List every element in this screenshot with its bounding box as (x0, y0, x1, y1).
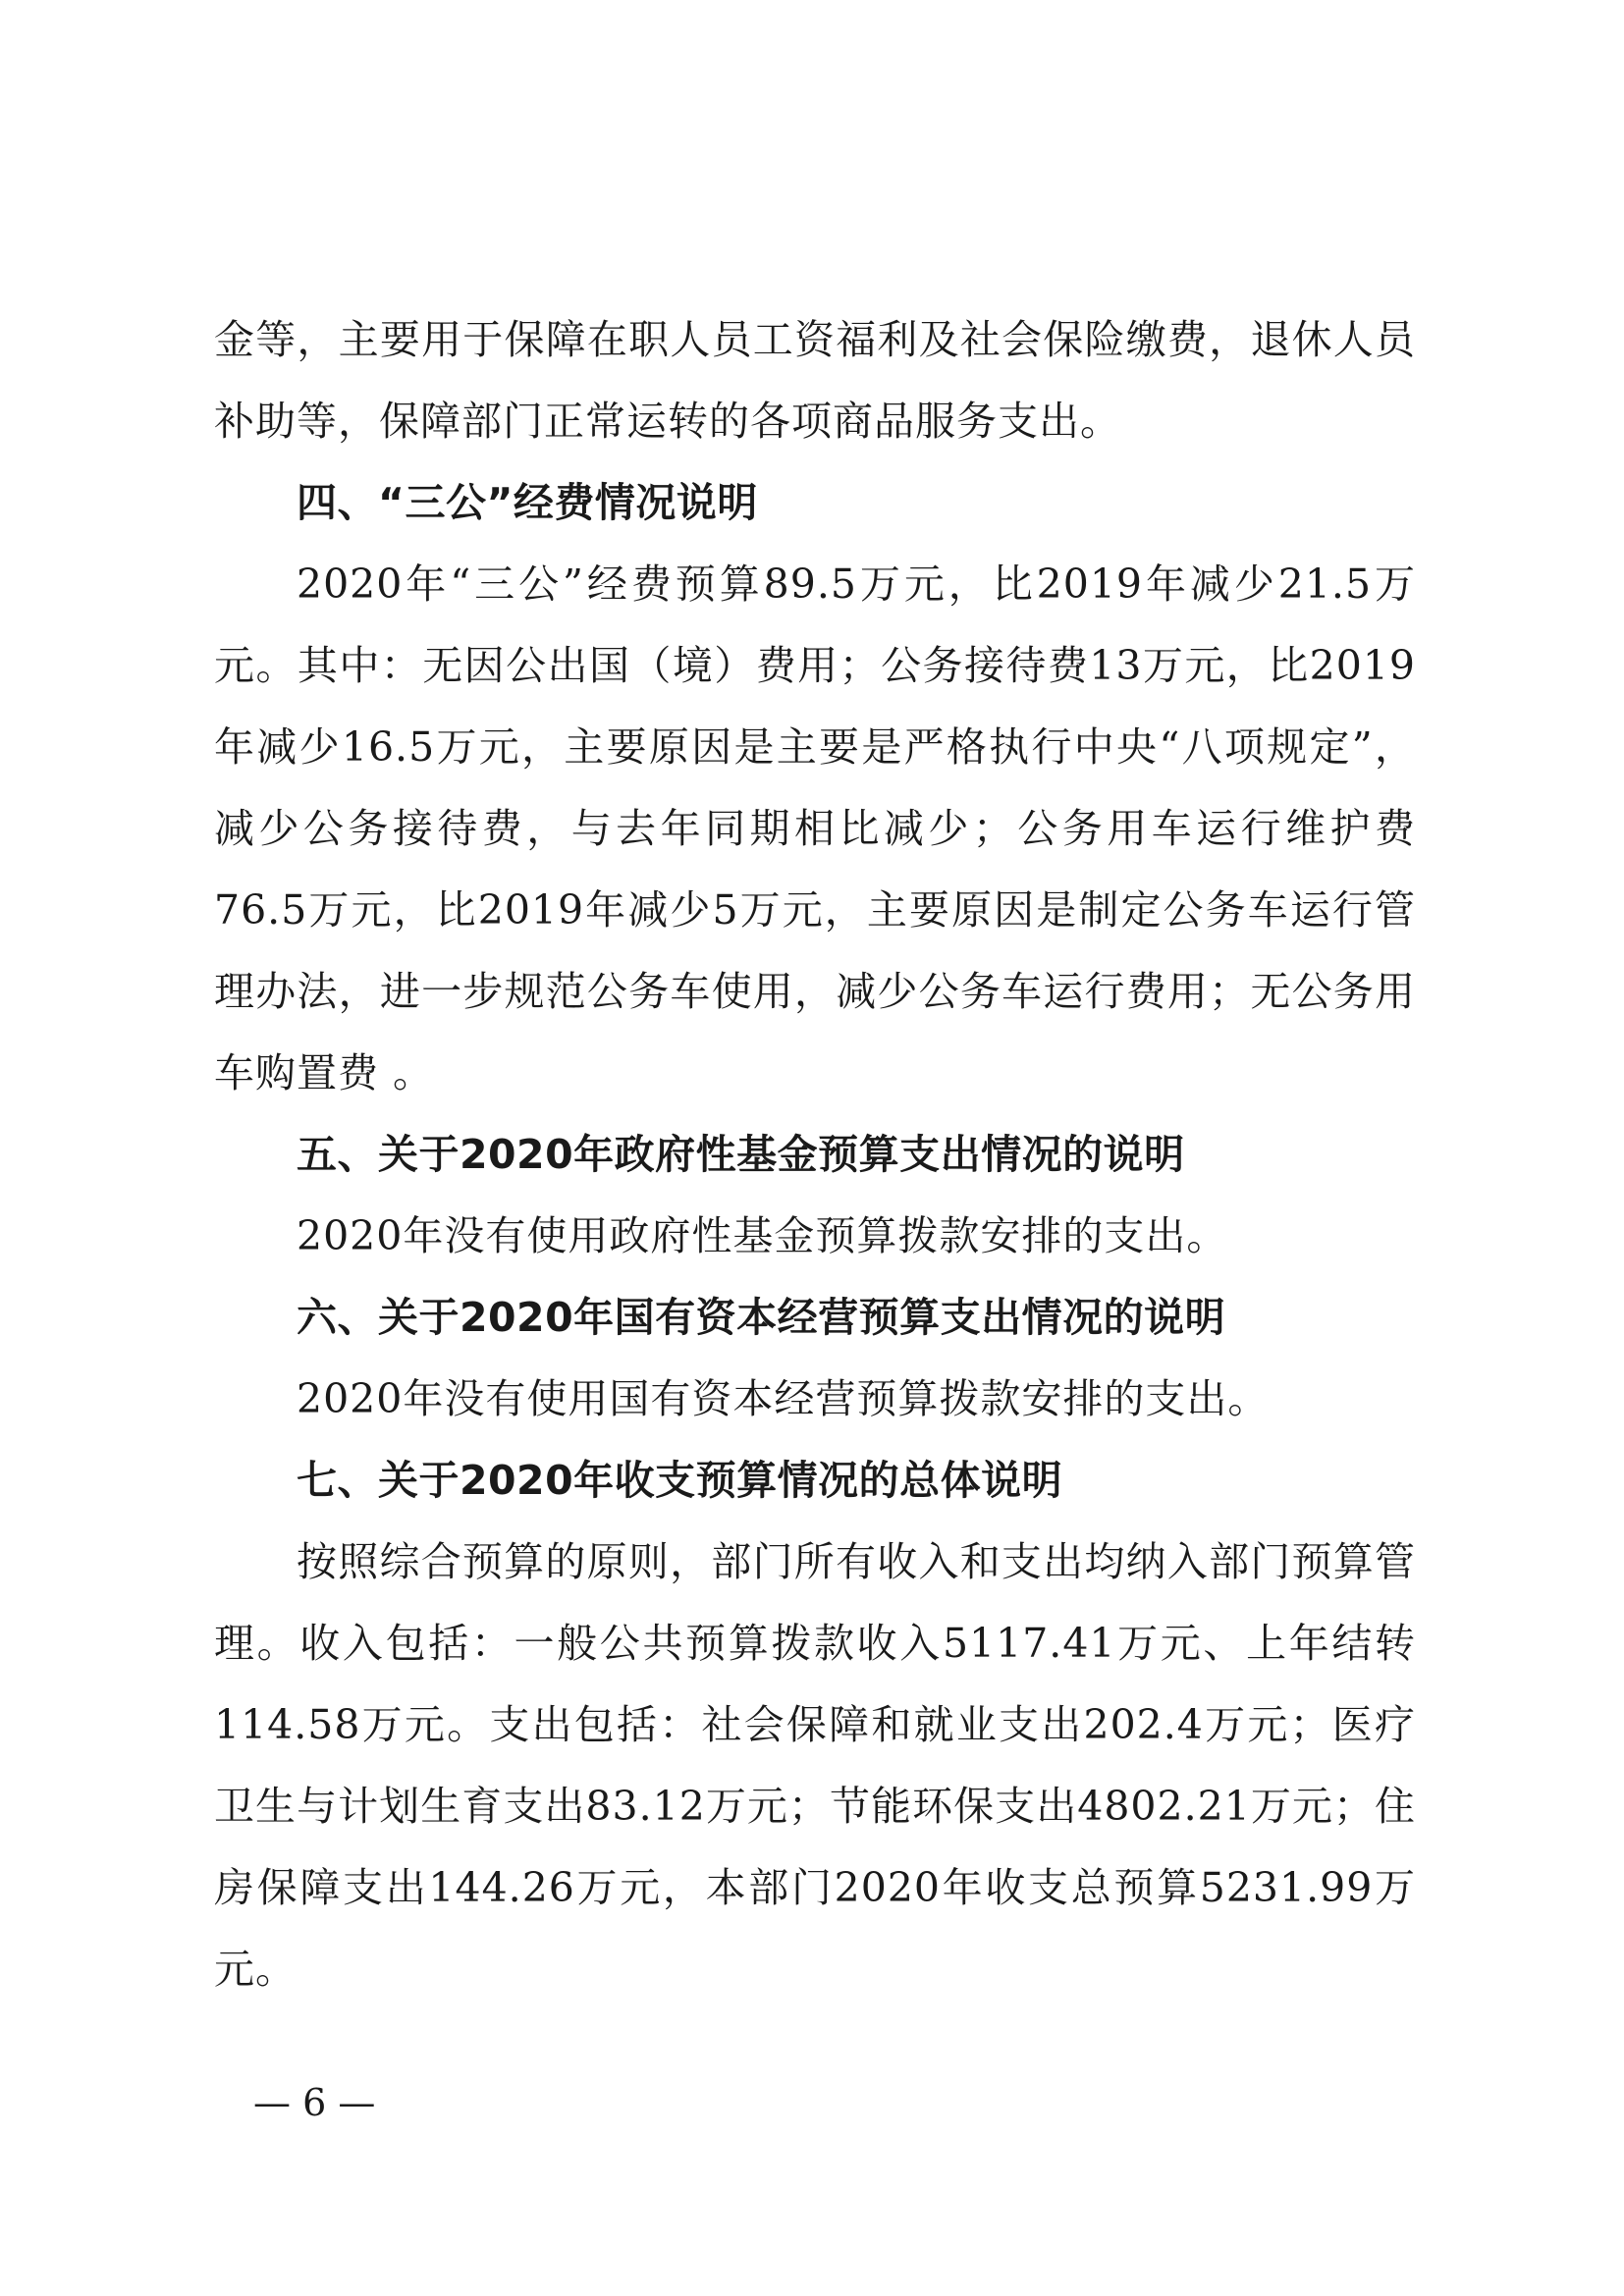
paragraph-overall-budget: 按照综合预算的原则，部门所有收入和支出均纳入部门预算管理。收入包括：一般公共预算拨款收入5117.41万元、上年结转114.58万元。支出包括：社会保障和就业支出202.4万元；医疗卫生与计划生育支出83.12万元；节能环保支出4802.21万元；住房保障支出144.26万元，本部门2020年收支总预算5231.99万元。 (214, 1538, 1416, 1993)
page-number: — 6 — (253, 2081, 376, 2124)
section-heading-5: 五、关于2020年政府性基金预算支出情况的说明 (297, 1131, 1185, 1178)
paragraph-three-public-expenses: 2020年“三公”经费预算89.5万元，比2019年减少21.5万元。其中：无因公出国（境）费用；公务接待费13万元，比2019年减少16.5万元，主要原因是主要是严格执行中央“八项规定”，减少公务接待费，与去年同期相比减少；公务用车运行维护费76.5万元，比2019年减少5万元，主要原因是制定公务车运行管理办法，进一步规范公务车使用，减少公务车运行费用；无公务用车购置费 。 (214, 561, 1416, 1096)
section-heading-7: 七、关于2020年收支预算情况的总体说明 (297, 1457, 1063, 1504)
paragraph-government-fund: 2020年没有使用政府性基金预算拨款安排的支出。 (297, 1212, 1228, 1259)
paragraph-continuation: 金等，主要用于保障在职人员工资福利及社会保险缴费，退休人员补助等，保障部门正常运转的各项商品服务支出。 (214, 316, 1416, 445)
paragraph-state-capital: 2020年没有使用国有资本经营预算拨款安排的支出。 (297, 1375, 1270, 1422)
section-heading-4: 四、“三公”经费情况说明 (297, 479, 758, 526)
section-heading-6: 六、关于2020年国有资本经营预算支出情况的说明 (297, 1294, 1226, 1341)
document-body (214, 299, 1416, 2010)
